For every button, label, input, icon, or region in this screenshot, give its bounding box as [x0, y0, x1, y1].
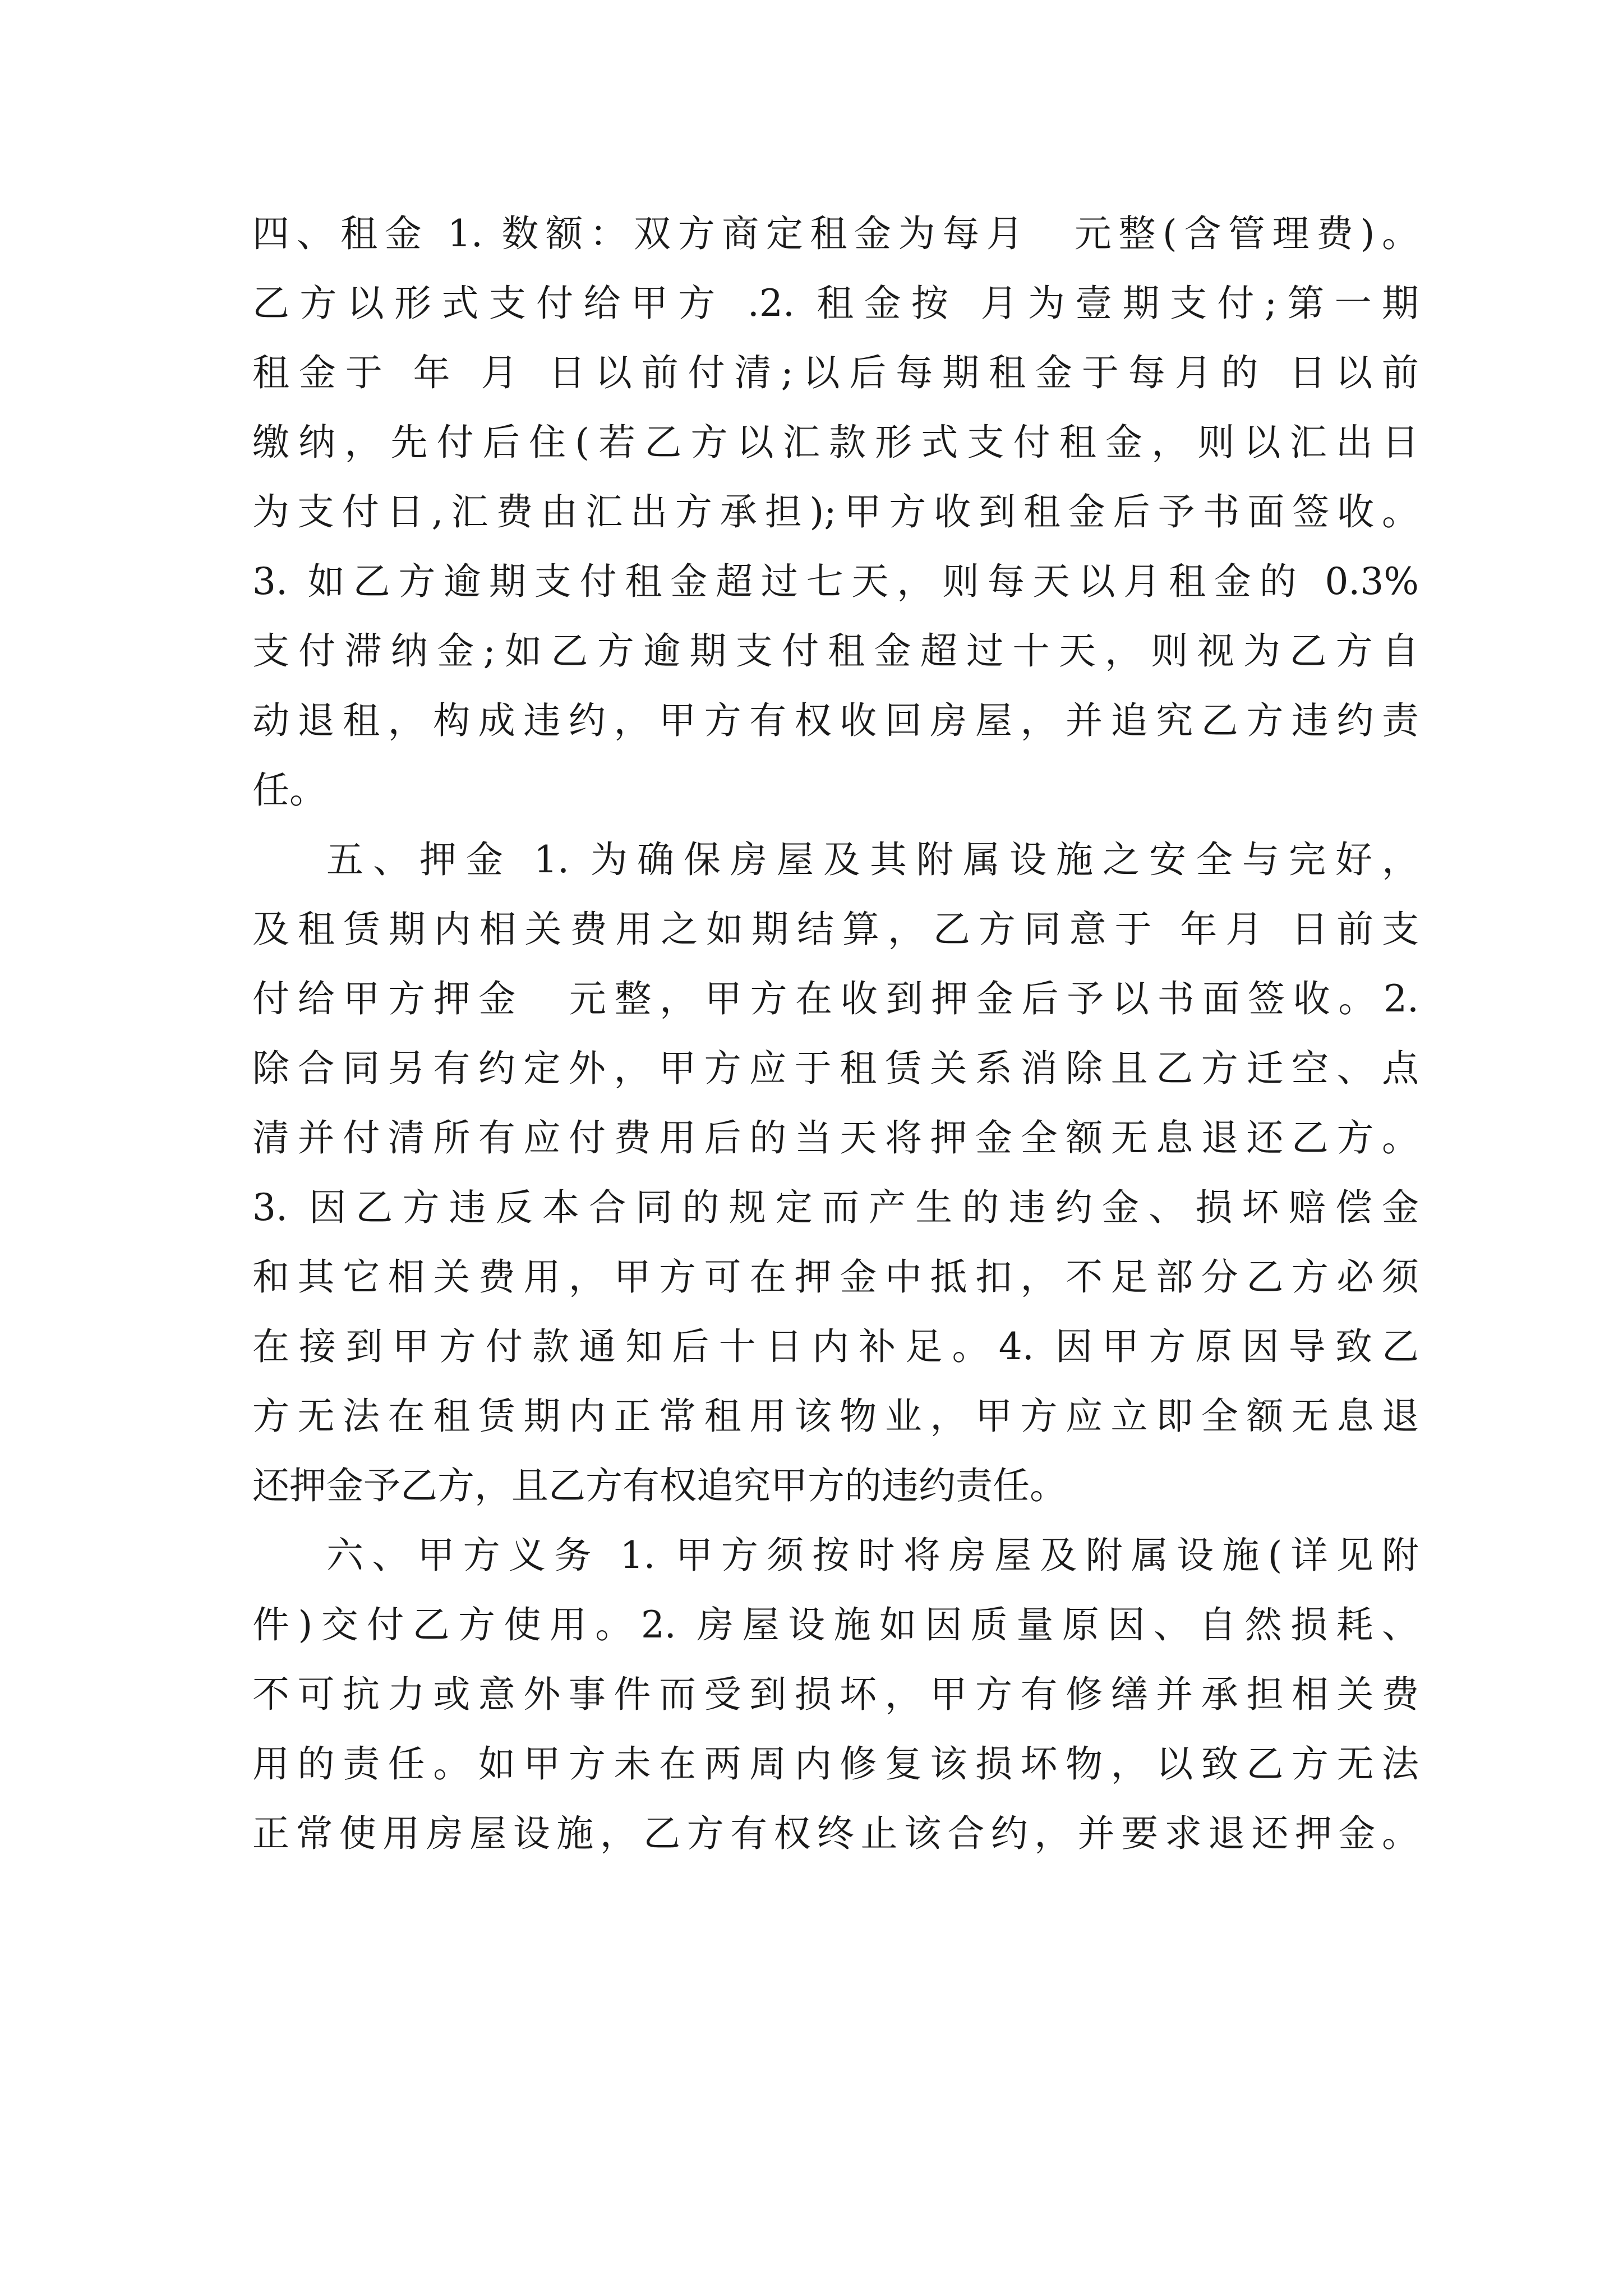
text-line: 件)交付乙方使用。2. 房屋设施如因质量原因、自然损耗、: [252, 1603, 1419, 1646]
text-line: 缴纳，先付后住(若乙方以汇款形式支付租金，则以汇出日: [252, 421, 1419, 464]
document-body: [252, 199, 1419, 1869]
text-line: 用的责任。如甲方未在两周内修复该损坏物，以致乙方无法: [252, 1742, 1419, 1786]
text-line: 租金于 年 月 日以前付清;以后每期租金于每月的 日以前: [252, 351, 1419, 394]
text-line: 3. 因乙方违反本合同的规定而产生的违约金、损坏赔偿金: [252, 1186, 1419, 1229]
text-line: 动退租，构成违约，甲方有权收回房屋，并追究乙方违约责: [252, 699, 1419, 742]
text-line: 清并付清所有应付费用后的当天将押金全额无息退还乙方。: [252, 1116, 1419, 1159]
text-line: 除合同另有约定外，甲方应于租赁关系消除且乙方迁空、点: [252, 1047, 1419, 1090]
text-line: 不可抗力或意外事件而受到损坏，甲方有修缮并承担相关费: [252, 1673, 1419, 1716]
text-line: 还押金予乙方，且乙方有权追究甲方的违约责任。: [252, 1464, 1067, 1507]
paragraph-rent: [252, 199, 1419, 825]
text-line: 3. 如乙方逾期支付租金超过七天，则每天以月租金的 0.3%: [252, 560, 1419, 603]
text-line: 支付滞纳金;如乙方逾期支付租金超过十天，则视为乙方自: [252, 629, 1419, 673]
text-line: 四、租金 1. 数额：双方商定租金为每月 元整(含管理费)。: [252, 212, 1419, 255]
text-line: 为支付日,汇费由汇出方承担);甲方收到租金后予书面签收。: [252, 490, 1419, 533]
text-line: 正常使用房屋设施，乙方有权终止该合约，并要求退还押金。: [252, 1812, 1419, 1855]
text-line: 和其它相关费用，甲方可在押金中抵扣，不足部分乙方必须: [252, 1255, 1419, 1299]
text-line: 五、押金 1. 为确保房屋及其附属设施之安全与完好，: [326, 838, 1419, 881]
text-line: 在接到甲方付款通知后十日内补足。4. 因甲方原因导致乙: [252, 1325, 1419, 1368]
text-line: 乙方以形式支付给甲方 .2. 租金按 月为壹期支付;第一期: [252, 282, 1419, 325]
text-line: 付给甲方押金 元整，甲方在收到押金后予以书面签收。2.: [252, 977, 1419, 1020]
text-line: 及租赁期内相关费用之如期结算，乙方同意于 年月 日前支: [252, 908, 1419, 951]
paragraph-deposit: [252, 825, 1419, 1521]
paragraph-landlord-duties: [252, 1521, 1419, 1869]
text-line: 六、甲方义务 1. 甲方须按时将房屋及附属设施(详见附: [326, 1534, 1419, 1577]
text-line: 方无法在租赁期内正常租用该物业，甲方应立即全额无息退: [252, 1395, 1419, 1438]
text-line: 任。: [252, 769, 326, 812]
